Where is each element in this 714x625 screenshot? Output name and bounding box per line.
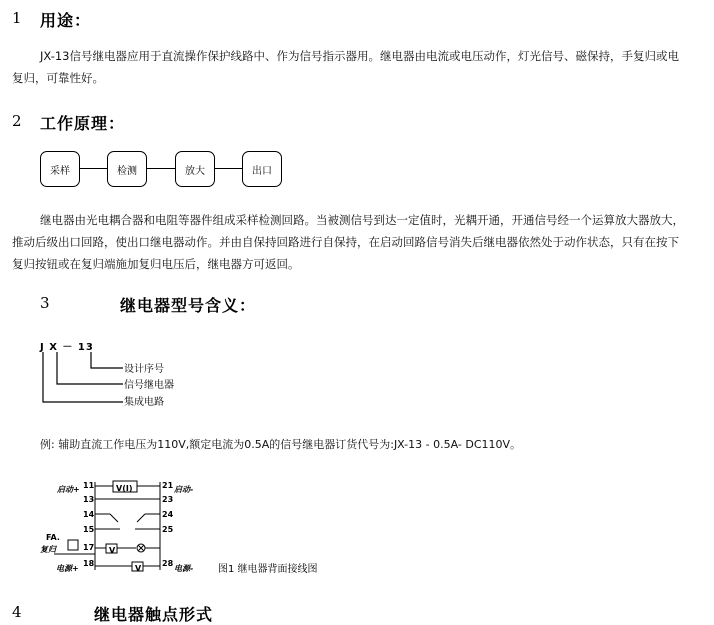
wiring-v-label: V	[109, 546, 116, 555]
model-part-design-number: 设计序号	[124, 364, 164, 375]
fa-label: FA.	[46, 533, 60, 542]
model-part-signal-relay: 信号继电器	[124, 380, 174, 391]
start-minus-label: 启动-	[174, 485, 194, 494]
wiring-v-label: V	[135, 564, 142, 573]
pin-25: 25	[162, 525, 174, 534]
purpose-line-1: JX-13信号继电器应用于直流操作保护线路中、作为信号指示器用。继电器由电流或电压动作，灯光信号、磁保持，手复归或电	[40, 49, 679, 63]
section-1-title: 用途：	[40, 11, 92, 30]
purpose-line-2: 复归，可靠性好。	[12, 71, 104, 85]
reset-label: 复归	[40, 545, 56, 554]
flow-step-detect: 检测	[107, 151, 147, 187]
pin-24: 24	[162, 510, 174, 519]
section-2-number: 2	[12, 112, 22, 130]
model-part-integrated-circuit: 集成电路	[124, 397, 164, 408]
flow-connector	[80, 168, 107, 169]
pin-18: 18	[83, 559, 95, 568]
example-text: 例: 辅助直流工作电压为110V,额定电流为0.5A的信号继电器订货代号为:JX-13 - 0.5A- DC110V。	[40, 438, 522, 451]
power-minus-label: 电源-	[174, 564, 194, 573]
pin-17: 17	[83, 543, 95, 552]
pin-11: 11	[83, 481, 95, 490]
flow-connector	[147, 168, 175, 169]
section-1-number: 1	[12, 9, 22, 27]
wiring-coil-label: V(I)	[116, 484, 133, 493]
pin-28: 28	[162, 559, 174, 568]
principle-line-3: 复归按钮或在复归端施加复归电压后，继电器方可返回。	[12, 257, 300, 271]
model-code: J X － 13	[40, 342, 94, 353]
section-4-number: 4	[12, 603, 22, 621]
flow-connector	[215, 168, 242, 169]
section-3-title: 继电器型号含义：	[120, 296, 257, 315]
section-2-title: 工作原理：	[40, 114, 126, 133]
pin-14: 14	[83, 510, 95, 519]
principle-line-1: 继电器由光电耦合器和电阻等器件组成采样检测回路。当被测信号到达一定值时，光耦开通，开通信号经一个运算放大器放大，	[40, 213, 684, 227]
start-plus-label: 启动+	[57, 485, 80, 494]
pin-13: 13	[83, 495, 95, 504]
pin-21: 21	[162, 481, 174, 490]
principle-line-2: 推动后级出口回路，使出口继电器动作。并由自保持回路进行自保持，在启动回路信号消失后继电器依然处于动作状态，只有在按下	[12, 235, 679, 249]
pin-15: 15	[83, 525, 95, 534]
flow-step-amplify: 放大	[175, 151, 215, 187]
power-plus-label: 电源+	[56, 564, 79, 573]
flow-step-sampling: 采样	[40, 151, 80, 187]
wiring-caption: 图1 继电器背面接线图	[218, 564, 318, 575]
pin-23: 23	[162, 495, 174, 504]
flow-step-output: 出口	[242, 151, 282, 187]
model-lines	[38, 350, 128, 410]
section-4-title: 继电器触点形式	[94, 605, 214, 624]
section-3-number: 3	[40, 294, 50, 312]
